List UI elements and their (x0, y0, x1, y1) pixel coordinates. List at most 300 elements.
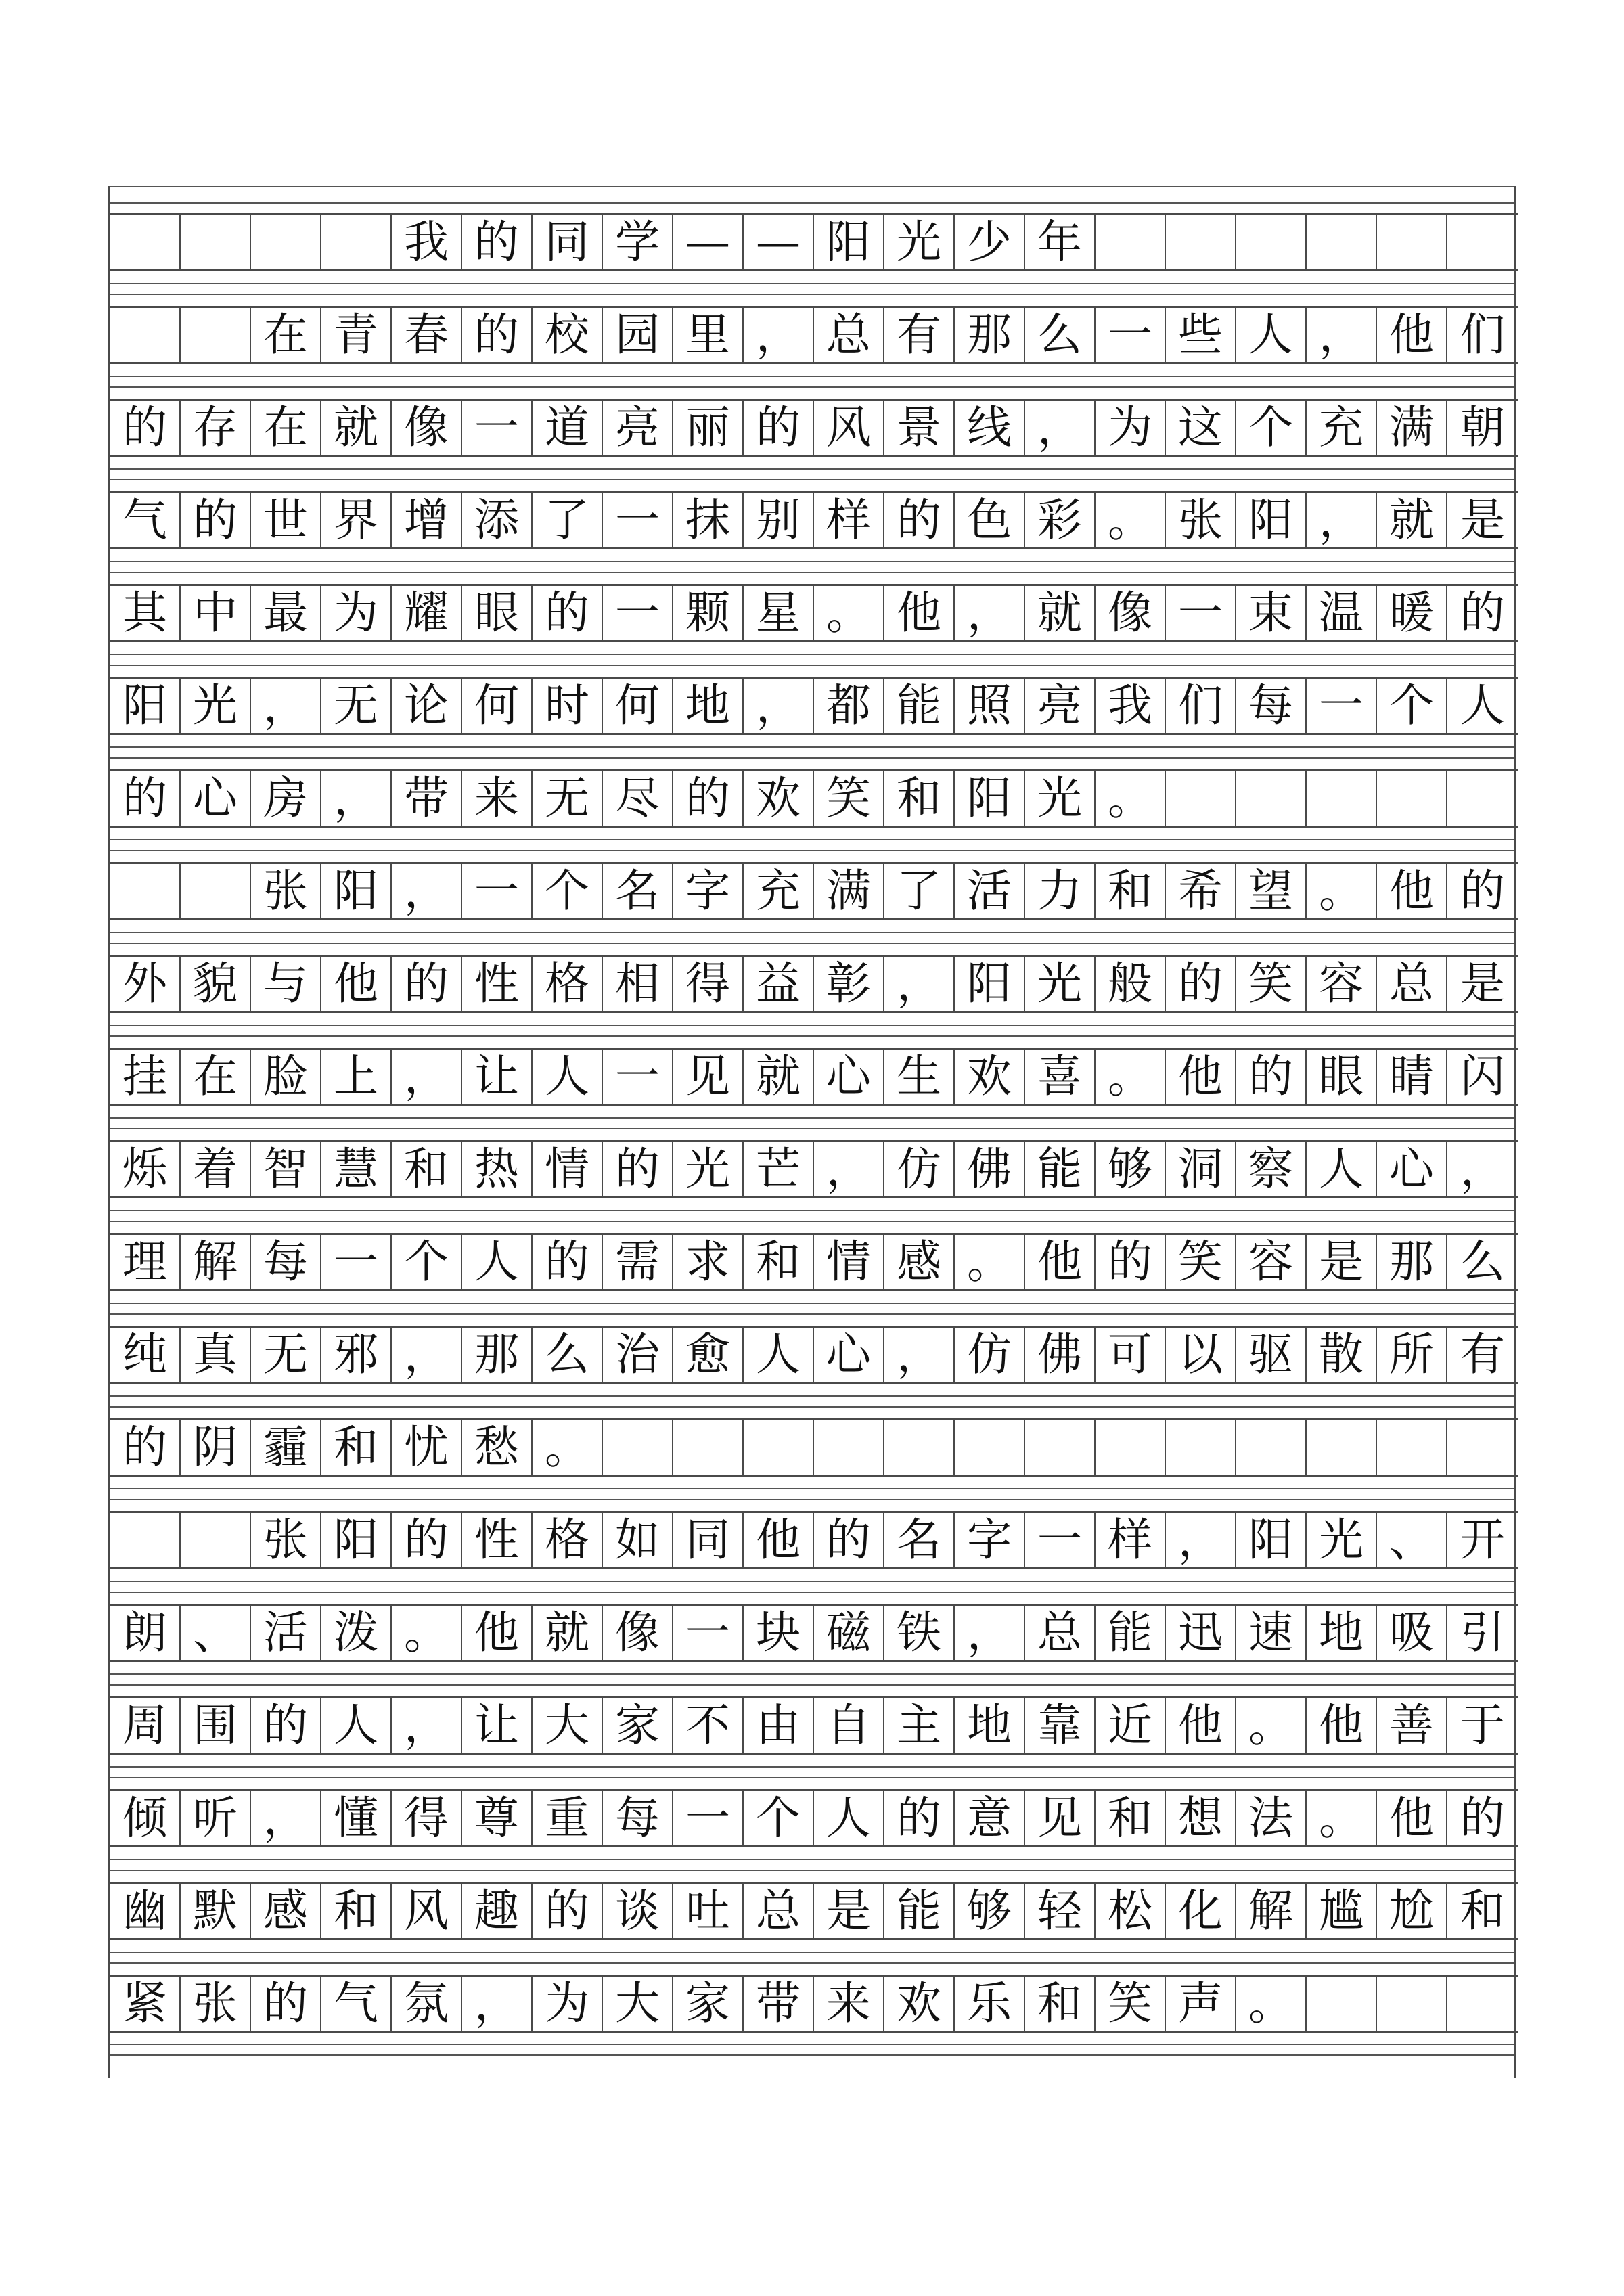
grid-row (110, 1233, 1518, 1291)
grid-cell: 闪 (1460, 1050, 1505, 1102)
grid-cell: 睛 (1377, 1050, 1447, 1104)
spacer-rule-line (110, 468, 1514, 470)
grid-cell: 靠 (1025, 1698, 1096, 1753)
grid-cell: 彰 (814, 957, 884, 1011)
grid-cell: 与 (251, 957, 321, 1011)
grid-cell: 光 (673, 1142, 744, 1196)
grid-cell: 。 (1307, 1791, 1377, 1845)
grid-cell: 相 (603, 957, 673, 1011)
grid-cell: ， (814, 1142, 884, 1196)
grid-cell: 够 (1096, 1142, 1166, 1196)
grid-cell: 线 (955, 401, 1025, 455)
grid-cell: 亮 (1025, 679, 1096, 733)
grid-cell: 字 (673, 864, 744, 918)
grid-cell (884, 1420, 955, 1475)
grid-cell: 一 (1307, 679, 1377, 733)
grid-cell: 总 (1025, 1606, 1096, 1660)
grid-row (110, 1511, 1518, 1569)
grid-cell (321, 215, 392, 269)
grid-cell: 活 (955, 864, 1025, 918)
grid-cell: ， (744, 308, 814, 362)
grid-row (110, 399, 1518, 457)
grid-cell: 他 (321, 957, 392, 1011)
grid-cell: 求 (673, 1235, 744, 1289)
grid-cell: 时 (533, 679, 603, 733)
grid-cell: 光 (181, 679, 251, 733)
grid-cell: 。 (814, 586, 884, 640)
grid-cell: 的 (392, 957, 462, 1011)
grid-cell: 人 (462, 1235, 533, 1289)
grid-cell: 地 (673, 679, 744, 733)
grid-cell: 希 (1166, 864, 1236, 918)
grid-cell: 能 (1096, 1606, 1166, 1660)
grid-cell: 的 (110, 1420, 181, 1475)
grid-cell: 趣 (462, 1884, 533, 1938)
spacer-rule-line (110, 1221, 1514, 1222)
grid-cell: 他 (1377, 864, 1447, 918)
grid-cell: 是 (1460, 494, 1505, 546)
spacer-rule-line (110, 746, 1514, 748)
grid-cell: 人 (814, 1791, 884, 1845)
grid-cell: 么 (533, 1328, 603, 1382)
grid-cell: 仿 (955, 1328, 1025, 1382)
grid-cell: 的 (744, 401, 814, 455)
grid-cell: 解 (1236, 1884, 1307, 1938)
grid-cell: 何 (603, 679, 673, 733)
grid-cell: 来 (814, 1977, 884, 2031)
spacer-rule-line (110, 1488, 1514, 1489)
grid-cell: 笑 (1166, 1235, 1236, 1289)
grid-cell: 的 (1460, 865, 1505, 917)
grid-cell: 他 (462, 1606, 533, 1660)
grid-cell: 热 (462, 1142, 533, 1196)
grid-cell: 何 (462, 679, 533, 733)
grid-cell: 阳 (1236, 1513, 1307, 1567)
grid-row (110, 584, 1518, 642)
grid-cell: 无 (533, 771, 603, 826)
grid-cell: 的 (533, 1235, 603, 1289)
spacer-rule-line (110, 1581, 1514, 1582)
grid-cell: 有 (884, 308, 955, 362)
grid-cell: 迅 (1166, 1606, 1236, 1660)
grid-row (110, 1696, 1518, 1755)
grid-cell: 里 (673, 308, 744, 362)
grid-row (110, 1418, 1518, 1477)
grid-cell: 无 (251, 1328, 321, 1382)
grid-cell (1236, 771, 1307, 826)
grid-cell: 解 (181, 1235, 251, 1289)
grid-cell: 人 (744, 1328, 814, 1382)
grid-cell (1307, 1420, 1377, 1475)
grid-cell: 带 (392, 771, 462, 826)
grid-cell (1377, 215, 1447, 269)
grid-cell: 园 (603, 308, 673, 362)
grid-cell: 照 (955, 679, 1025, 733)
grid-cell: 添 (462, 493, 533, 547)
grid-cell: 得 (392, 1791, 462, 1845)
grid-cell: 字 (955, 1513, 1025, 1567)
grid-cell (251, 215, 321, 269)
grid-cell (744, 1420, 814, 1475)
grid-cell (1166, 215, 1236, 269)
grid-row (110, 1882, 1518, 1940)
bottom-rule-line (110, 2054, 1514, 2056)
grid-cell: 烁 (110, 1142, 181, 1196)
grid-cell: 力 (1025, 864, 1096, 918)
grid-cell: ， (955, 586, 1025, 640)
grid-cell: 近 (1096, 1698, 1166, 1753)
grid-cell: 一 (1096, 308, 1166, 362)
grid-cell: ， (251, 1791, 321, 1845)
grid-cell: 个 (1236, 401, 1307, 455)
grid-cell: 邪 (321, 1328, 392, 1382)
grid-cell: 仿 (884, 1142, 955, 1196)
grid-cell: 大 (603, 1977, 673, 2031)
grid-cell: 愁 (462, 1420, 533, 1475)
grid-cell: 和 (1025, 1977, 1096, 2031)
grid-cell: 智 (251, 1142, 321, 1196)
grid-cell: 懂 (321, 1791, 392, 1845)
grid-cell: 别 (744, 493, 814, 547)
grid-row (110, 213, 1518, 271)
grid-cell: 的 (814, 1513, 884, 1567)
grid-cell: 听 (181, 1791, 251, 1845)
grid-cell: ， (392, 1050, 462, 1104)
grid-cell: 朝 (1460, 401, 1505, 453)
grid-cell: 样 (1096, 1513, 1166, 1567)
grid-cell: 的 (603, 1142, 673, 1196)
grid-cell: 家 (603, 1698, 673, 1753)
grid-cell: 需 (603, 1235, 673, 1289)
grid-cell: 他 (884, 586, 955, 640)
grid-cell: 就 (533, 1606, 603, 1660)
grid-row (110, 491, 1518, 549)
grid-cell: ， (955, 1606, 1025, 1660)
grid-cell: 容 (1307, 957, 1377, 1011)
grid-cell: 笑 (814, 771, 884, 826)
grid-cell: 的 (1236, 1050, 1307, 1104)
spacer-rule-line (110, 294, 1514, 295)
grid-cell: 的 (1166, 957, 1236, 1011)
grid-cell: 中 (181, 586, 251, 640)
grid-cell: 束 (1236, 586, 1307, 640)
grid-cell: 那 (1377, 1235, 1447, 1289)
grid-cell: 周 (110, 1698, 181, 1753)
grid-cell: 一 (1166, 586, 1236, 640)
grid-cell: 一 (1025, 1513, 1096, 1567)
grid-cell (110, 1513, 181, 1567)
grid-cell: 开 (1460, 1514, 1505, 1566)
grid-cell: 总 (744, 1884, 814, 1938)
grid-cell (1236, 1420, 1307, 1475)
grid-cell: 真 (181, 1328, 251, 1382)
grid-cell: ， (1166, 1513, 1236, 1567)
grid-cell: 阳 (1236, 493, 1307, 547)
grid-cell: 青 (321, 308, 392, 362)
grid-cell: 法 (1236, 1791, 1307, 1845)
grid-row (110, 1975, 1518, 2033)
grid-cell: 就 (1025, 586, 1096, 640)
grid-cell: 芒 (744, 1142, 814, 1196)
top-rule-line (110, 186, 1514, 187)
grid-cell: 星 (744, 586, 814, 640)
grid-cell: 一 (321, 1235, 392, 1289)
grid-cell: 、 (1377, 1513, 1447, 1567)
grid-cell: ， (1025, 401, 1096, 455)
grid-row (110, 862, 1518, 920)
grid-cell: 个 (533, 864, 603, 918)
grid-cell (110, 864, 181, 918)
grid-cell (1166, 771, 1236, 826)
grid-cell: 理 (110, 1235, 181, 1289)
grid-cell: ， (462, 1977, 533, 2031)
grid-cell: 抹 (673, 493, 744, 547)
grid-cell: 亮 (603, 401, 673, 455)
grid-cell (110, 308, 181, 362)
grid-cell: 为 (533, 1977, 603, 2031)
grid-cell: 在 (251, 401, 321, 455)
spacer-rule-line (110, 1592, 1514, 1593)
grid-cell: 由 (744, 1698, 814, 1753)
grid-cell: 化 (1166, 1884, 1236, 1938)
grid-cell: 充 (1307, 401, 1377, 455)
spacer-rule-line (110, 376, 1514, 377)
grid-cell: 慧 (321, 1142, 392, 1196)
grid-cell: 的 (462, 215, 533, 269)
grid-cell: 泼 (321, 1606, 392, 1660)
spacer-rule-line (110, 1395, 1514, 1397)
grid-cell: 就 (744, 1050, 814, 1104)
grid-cell: 充 (744, 864, 814, 918)
spacer-rule-line (110, 932, 1514, 933)
grid-cell: 的 (1460, 587, 1505, 639)
grid-cell: 人 (533, 1050, 603, 1104)
grid-cell (1096, 215, 1166, 269)
grid-cell: 能 (884, 679, 955, 733)
grid-cell: 彩 (1025, 493, 1096, 547)
grid-cell: 他 (1307, 1698, 1377, 1753)
grid-cell (1166, 1420, 1236, 1475)
grid-cell: 是 (1307, 1235, 1377, 1289)
grid-cell: 益 (744, 957, 814, 1011)
grid-cell: 貌 (181, 957, 251, 1011)
grid-cell: 脸 (251, 1050, 321, 1104)
grid-cell: 光 (1307, 1513, 1377, 1567)
grid-cell: 那 (462, 1328, 533, 1382)
grid-cell: 。 (1096, 1050, 1166, 1104)
grid-cell: 着 (181, 1142, 251, 1196)
grid-cell: ， (1307, 308, 1377, 362)
grid-cell (1307, 215, 1377, 269)
grid-cell: 阳 (955, 957, 1025, 1011)
grid-cell: 察 (1236, 1142, 1307, 1196)
grid-cell: 们 (1460, 309, 1505, 361)
grid-cell: 了 (533, 493, 603, 547)
grid-cell: — (744, 215, 814, 269)
grid-cell: 和 (321, 1420, 392, 1475)
grid-cell: 每 (603, 1791, 673, 1845)
grid-cell: 。 (955, 1235, 1025, 1289)
grid-cell: 房 (251, 771, 321, 826)
grid-cell: ， (884, 957, 955, 1011)
grid-cell: 心 (181, 771, 251, 826)
grid-cell: 的 (181, 493, 251, 547)
grid-cell: ， (392, 864, 462, 918)
grid-cell: 让 (462, 1050, 533, 1104)
spacer-rule-line (110, 1684, 1514, 1686)
grid-cell: ， (251, 679, 321, 733)
grid-cell: 铁 (884, 1606, 955, 1660)
grid-cell: 和 (1096, 864, 1166, 918)
grid-cell: 。 (1307, 864, 1377, 918)
grid-cell: 总 (1377, 957, 1447, 1011)
grid-cell: 笑 (1096, 1977, 1166, 2031)
grid-cell (673, 1420, 744, 1475)
grid-cell: 重 (533, 1791, 603, 1845)
grid-cell: 总 (814, 308, 884, 362)
grid-cell: 如 (603, 1513, 673, 1567)
grid-cell: 眼 (1307, 1050, 1377, 1104)
grid-cell: ， (1307, 493, 1377, 547)
grid-cell: 为 (321, 586, 392, 640)
spacer-rule-line (110, 1952, 1514, 1953)
grid-cell: 他 (1166, 1050, 1236, 1104)
grid-cell: 道 (533, 401, 603, 455)
grid-cell: 同 (673, 1513, 744, 1567)
grid-cell: 的 (533, 1884, 603, 1938)
grid-cell: 张 (251, 864, 321, 918)
grid-cell: 性 (462, 957, 533, 1011)
grid-cell: 暖 (1377, 586, 1447, 640)
grid-cell (1377, 1977, 1447, 2031)
grid-cell: 一 (462, 864, 533, 918)
grid-cell (1236, 215, 1307, 269)
grid-row (110, 306, 1518, 364)
grid-cell: 的 (110, 401, 181, 455)
grid-row (110, 1789, 1518, 1847)
grid-cell: 的 (1460, 1792, 1505, 1844)
grid-cell: 阳 (321, 1513, 392, 1567)
grid-cell: 格 (533, 1513, 603, 1567)
grid-cell: 就 (321, 401, 392, 455)
grid-cell: 我 (392, 215, 462, 269)
grid-cell: 少 (955, 215, 1025, 269)
grid-cell: 颗 (673, 586, 744, 640)
grid-cell: 见 (673, 1050, 744, 1104)
grid-cell: 善 (1377, 1698, 1447, 1753)
spacer-rule-line (110, 479, 1514, 480)
grid-cell: 乐 (955, 1977, 1025, 2031)
grid-cell: 的 (251, 1977, 321, 2031)
spacer-rule-line (110, 665, 1514, 666)
grid-cell: 风 (392, 1884, 462, 1938)
grid-cell: 自 (814, 1698, 884, 1753)
grid-cell: 阳 (321, 864, 392, 918)
grid-cell: 谈 (603, 1884, 673, 1938)
grid-cell: 佛 (1025, 1328, 1096, 1382)
grid-cell: 就 (1377, 493, 1447, 547)
grid-cell: 的 (533, 586, 603, 640)
grid-cell: 像 (603, 1606, 673, 1660)
grid-cell: 倾 (110, 1791, 181, 1845)
grid-cell: 磁 (814, 1606, 884, 1660)
grid-cell: 的 (392, 1513, 462, 1567)
grid-cell: 欢 (955, 1050, 1025, 1104)
grid-cell: 色 (955, 493, 1025, 547)
grid-cell: 愈 (673, 1328, 744, 1382)
grid-cell (1447, 215, 1518, 269)
grid-cell: 增 (392, 493, 462, 547)
grid-cell: 和 (1460, 1885, 1505, 1937)
grid-cell: 他 (1377, 1791, 1447, 1845)
spacer-rule-line (110, 1766, 1514, 1768)
grid-cell: 是 (814, 1884, 884, 1938)
grid-cell: 界 (321, 493, 392, 547)
spacer-rule-line (110, 1859, 1514, 1860)
grid-cell: 所 (1377, 1328, 1447, 1382)
grid-cell: 一 (603, 493, 673, 547)
spacer-rule-line (110, 1673, 1514, 1675)
grid-cell: 他 (1166, 1698, 1236, 1753)
grid-cell: 忧 (392, 1420, 462, 1475)
grid-row (110, 1326, 1518, 1384)
grid-cell: 家 (673, 1977, 744, 2031)
spacer-rule-line (110, 1025, 1514, 1026)
grid-cell: 以 (1166, 1328, 1236, 1382)
grid-cell: 个 (1377, 679, 1447, 733)
grid-cell (603, 1420, 673, 1475)
grid-cell: 驱 (1236, 1328, 1307, 1382)
grid-cell: 让 (462, 1698, 533, 1753)
grid-cell: 。 (1096, 771, 1166, 826)
grid-cell: 校 (533, 308, 603, 362)
grid-cell: 阳 (814, 215, 884, 269)
grid-cell: 的 (673, 771, 744, 826)
grid-cell: 洞 (1166, 1142, 1236, 1196)
grid-cell: 能 (1025, 1142, 1096, 1196)
grid-cell: 心 (1377, 1142, 1447, 1196)
grid-cell: 些 (1166, 308, 1236, 362)
grid-cell: 地 (1307, 1606, 1377, 1660)
grid-cell: 、 (181, 1606, 251, 1660)
grid-cell: 紧 (110, 1977, 181, 2031)
grid-cell: 。 (1236, 1698, 1307, 1753)
composition-grid (108, 186, 1516, 2078)
grid-cell: 声 (1166, 1977, 1236, 2031)
spacer-rule-line (110, 572, 1514, 573)
grid-cell: 和 (392, 1142, 462, 1196)
grid-cell: 轻 (1025, 1884, 1096, 1938)
grid-cell: 欢 (884, 1977, 955, 2031)
grid-cell: 张 (1166, 493, 1236, 547)
grid-cell: 幽 (110, 1884, 181, 1938)
grid-cell: 。 (533, 1420, 603, 1475)
grid-row (110, 955, 1518, 1013)
grid-cell: 他 (1377, 308, 1447, 362)
grid-cell: 同 (533, 215, 603, 269)
grid-cell: 引 (1460, 1606, 1505, 1659)
grid-cell: 不 (673, 1698, 744, 1753)
grid-cell: 温 (1307, 586, 1377, 640)
grid-cell: 眼 (462, 586, 533, 640)
grid-cell: 性 (462, 1513, 533, 1567)
grid-cell: 满 (1377, 401, 1447, 455)
grid-cell: 耀 (392, 586, 462, 640)
grid-cell: 了 (884, 864, 955, 918)
grid-cell: 一 (673, 1791, 744, 1845)
grid-cell: 。 (1236, 1977, 1307, 2031)
grid-cell (1447, 1420, 1518, 1475)
